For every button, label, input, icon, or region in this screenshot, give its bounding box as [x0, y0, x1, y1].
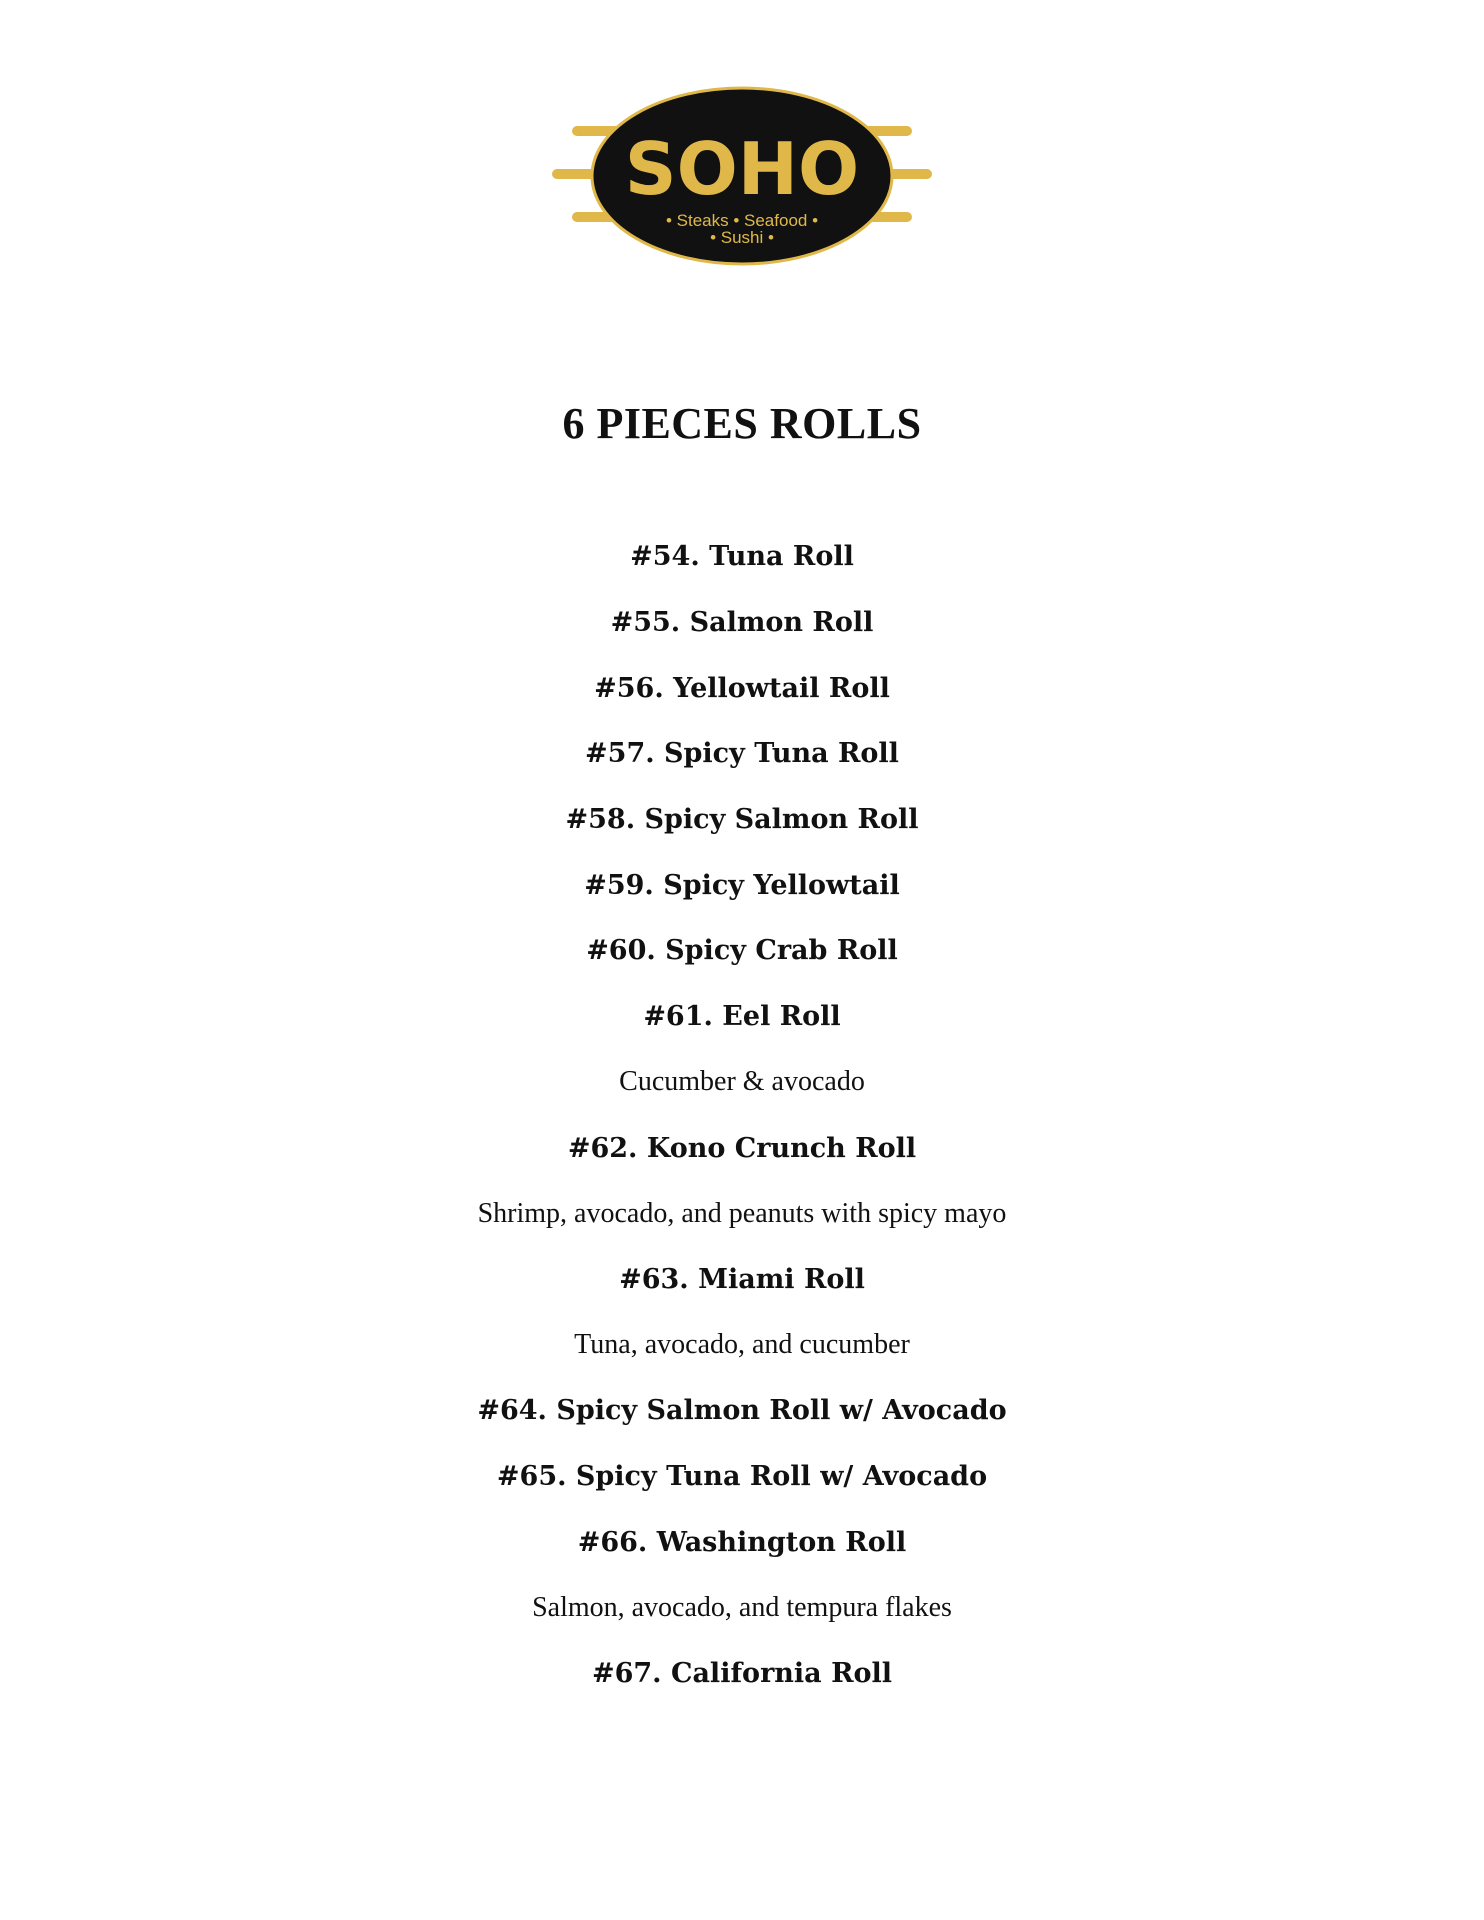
logo-tagline-line2: • Sushi •	[710, 228, 774, 247]
soho-logo	[552, 86, 932, 266]
menu-item-name: #60. Spicy Crab Roll	[586, 935, 898, 967]
menu-item-name: #54. Tuna Roll	[630, 541, 854, 573]
menu-item-name: #58. Spicy Salmon Roll	[565, 804, 919, 836]
menu-item-name: #61. Eel Roll	[643, 1001, 841, 1033]
menu-item-name: #57. Spicy Tuna Roll	[585, 738, 899, 770]
menu-item-name: #62. Kono Crunch Roll	[567, 1132, 917, 1164]
menu-item-description: Salmon, avocado, and tempura flakes	[532, 1591, 952, 1623]
logo-wordmark: SOHO	[624, 127, 860, 211]
menu-item-description: Shrimp, avocado, and peanuts with spicy mayo	[477, 1197, 1007, 1229]
menu-item-name: #67. California Roll	[591, 1658, 893, 1690]
menu-item-name: #59. Spicy Yellowtail	[584, 869, 900, 901]
section-title: 6 PIECES ROLLS	[562, 399, 922, 448]
menu-item-description: Tuna, avocado, and cucumber	[574, 1329, 910, 1361]
menu-item-name: #63. Miami Roll	[619, 1263, 865, 1295]
menu-list	[0, 524, 1484, 1706]
soho-logo-graphic	[552, 86, 932, 266]
menu-item-name: #55. Salmon Roll	[610, 607, 874, 639]
menu-item-name: #65. Spicy Tuna Roll w/ Avocado	[496, 1460, 988, 1492]
menu-item-description: Cucumber & avocado	[619, 1066, 865, 1098]
menu-item-name: #56. Yellowtail Roll	[594, 672, 890, 704]
menu-item-name: #64. Spicy Salmon Roll w/ Avocado	[477, 1395, 1007, 1427]
logo-tagline-line1: • Steaks • Seafood •	[665, 211, 819, 230]
menu-item-name: #66. Washington Roll	[577, 1526, 907, 1558]
